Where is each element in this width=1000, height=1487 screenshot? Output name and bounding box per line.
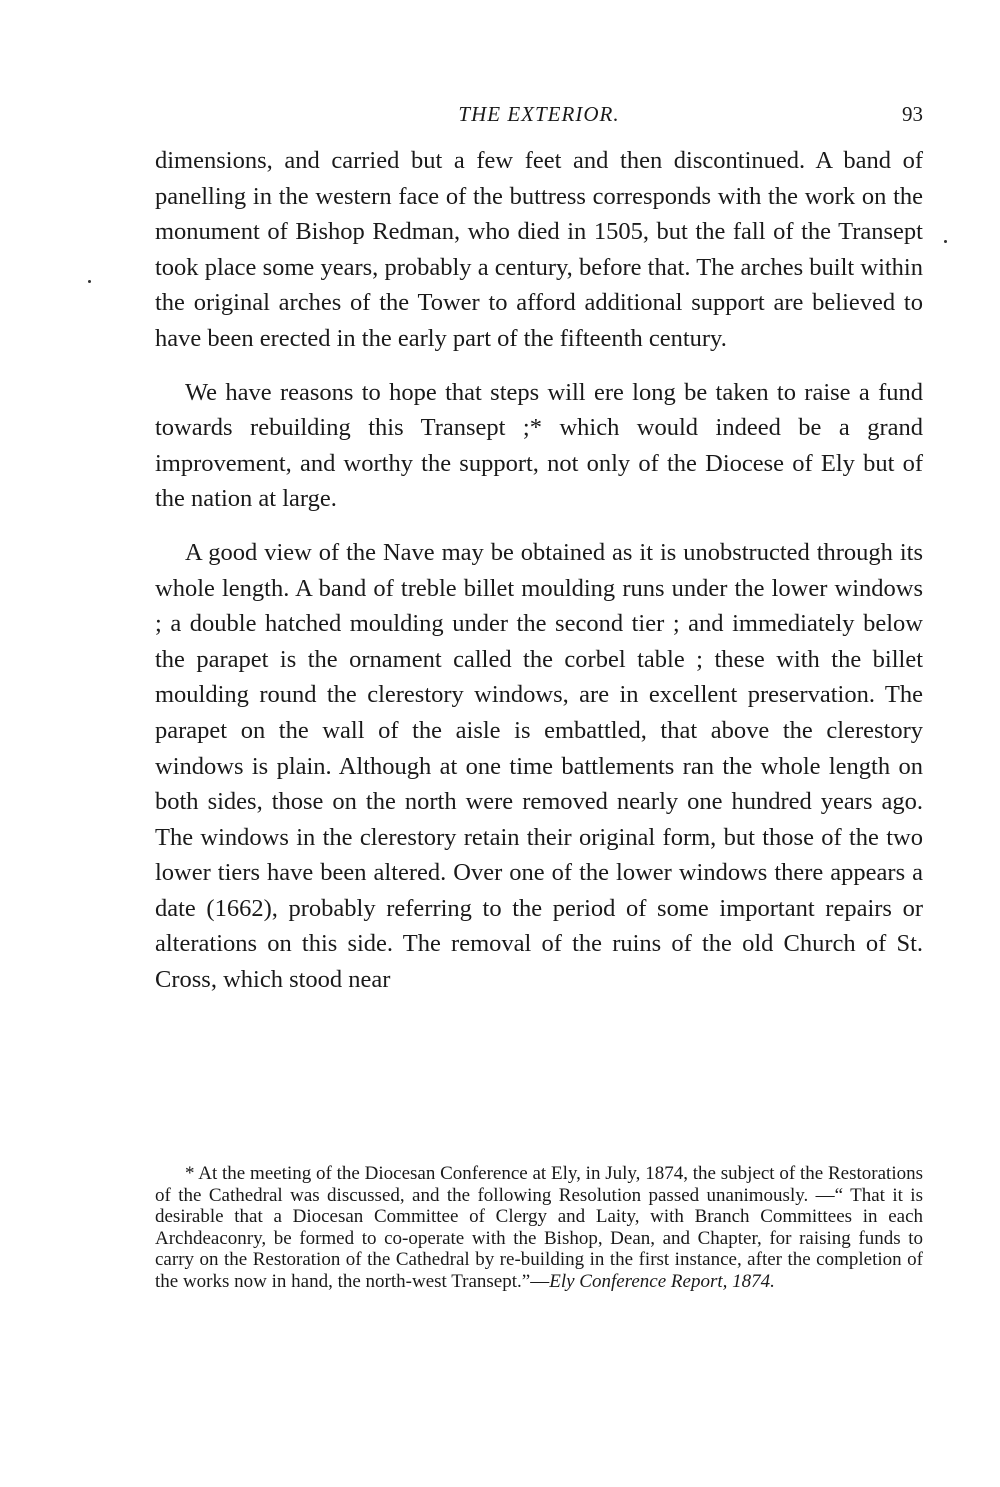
page-number: 93 (902, 102, 923, 126)
running-head (155, 102, 923, 132)
paragraph: We have reasons to hope that steps will ere long be taken to raise a fund towards rebuilding this Transept ;* which would indeed be a grand improvement, and worthy the support, not only of the Diocese of Ely but of the nation at large. (155, 378, 923, 513)
stray-ink-mark (88, 280, 91, 283)
running-title: THE EXTERIOR. (458, 102, 620, 126)
stray-ink-mark (944, 240, 947, 243)
paragraph-continued: dimensions, and carried but a few feet and then discontinued. A band of panelling in the western face of the buttress corresponds with the work on the monument of Bishop Redman, who died in 1505, but the fall of the Transept took place some years, probably a century, before that. The arches built within the original arches of the Tower to afford additional support are believed to have been erected in the early part of the fifteenth century. (155, 147, 923, 352)
footnote (155, 1163, 923, 1292)
paragraph: A good view of the Nave may be obtained as it is unobstructed through its whole length. A band of treble billet moulding runs under the lower windows ; a double hatched moulding under the second tier ; and immediately below the parapet is the ornament called the corbel table ; these with the billet moulding round the clerestory windows, are in excellent preservation. The parapet on the wall of the aisle is embattled, that above the clerestory windows is plain. Although at one time battlements ran the whole length on both sides, those on the north were removed nearly one hundred years ago. The windows in the clerestory retain their original form, but those of the two lower tiers have been altered. Over one of the lower windows there appears a date (1662), probably referring to the period of some important repairs or alterations on this side. The removal of the ruins of the old Church of St. Cross, which stood near (155, 538, 923, 994)
body-text (155, 143, 923, 998)
footnote-citation: Ely Conference Report, 1874. (549, 1270, 775, 1292)
footnote-text: * At the meeting of the Diocesan Conference at Ely, in July, 1874, the subject of the Restorations of the Cathedral was discussed, and the following Resolution passed unanimously. —“ That it is desirable that a Diocesan Committee of Clergy and Laity, with Branch Committees in each Archdeaconry, be formed to co-operate with the Bishop, Dean, and Chapter, for raising funds to carry on the Restoration of the Cathedral by re-building in the first instance, after the completion of the works now in hand, the north-west Transept.”— (155, 1163, 923, 1292)
